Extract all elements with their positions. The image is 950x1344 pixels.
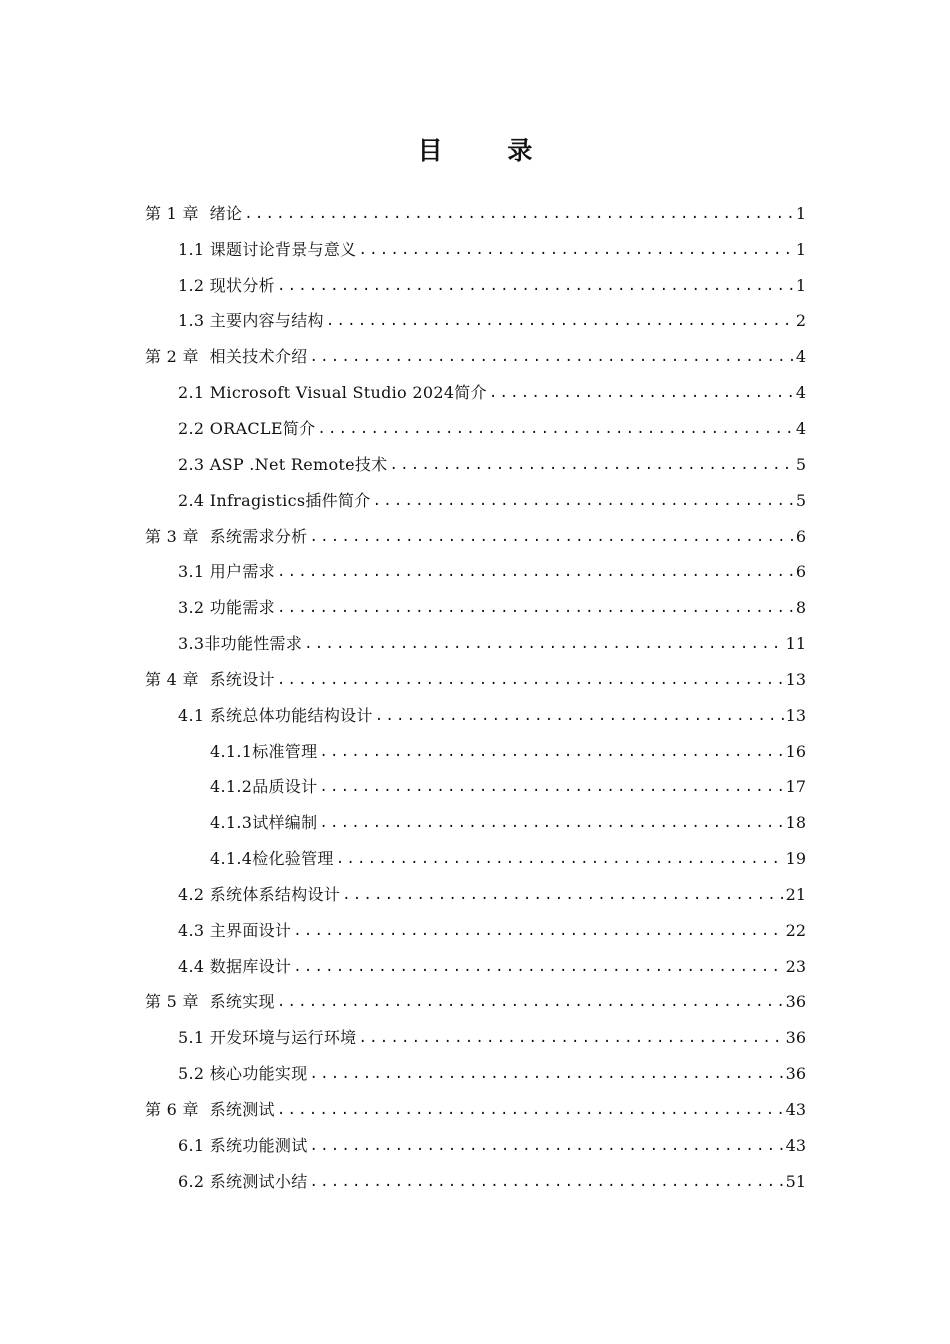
toc-entry-page-number: 43 xyxy=(785,1100,806,1120)
toc-entry-page-number: 36 xyxy=(785,1028,806,1048)
toc-entry-label: 6.2 系统测试小结 xyxy=(178,1171,308,1191)
dot-leader xyxy=(319,742,783,762)
toc-entry-page-number: 13 xyxy=(785,705,806,725)
toc-entry-label: 1.1 课题讨论背景与意义 xyxy=(178,239,357,259)
toc-entry-label: 3.2 功能需求 xyxy=(178,598,275,618)
toc-entry[interactable] xyxy=(0,554,950,590)
dot-leader xyxy=(317,419,793,439)
toc-entry-page-number: 6 xyxy=(795,526,806,546)
toc-entry-label: 第 5 章 系统实现 xyxy=(145,992,275,1012)
toc-entry[interactable] xyxy=(0,805,950,841)
toc-entry[interactable] xyxy=(0,519,950,555)
toc-entry[interactable] xyxy=(0,1164,950,1200)
dot-leader xyxy=(277,670,784,690)
toc-entry-label: 4.1.1标准管理 xyxy=(210,741,318,761)
toc-entry[interactable] xyxy=(0,268,950,304)
dot-leader xyxy=(293,921,783,941)
toc-entry-label: 2.4 Infragistics插件简介 xyxy=(178,490,371,510)
toc-entry-page-number: 21 xyxy=(785,884,806,904)
toc-entry-label: 第 1 章 绪论 xyxy=(145,203,243,223)
toc-entry[interactable] xyxy=(0,590,950,626)
toc-entry[interactable] xyxy=(0,375,950,411)
dot-leader xyxy=(277,598,794,618)
toc-entry-page-number: 4 xyxy=(795,383,806,403)
toc-entry[interactable] xyxy=(0,232,950,268)
dot-leader xyxy=(309,527,793,547)
toc-entry-page-number: 1 xyxy=(795,203,806,223)
toc-title: 目 录 xyxy=(417,136,561,165)
toc-entry-page-number: 8 xyxy=(795,598,806,618)
dot-leader xyxy=(342,885,784,905)
dot-leader xyxy=(277,562,794,582)
toc-entry-page-number: 13 xyxy=(785,669,806,689)
dot-leader xyxy=(277,276,794,296)
toc-entry-page-number: 1 xyxy=(795,275,806,295)
dot-leader xyxy=(358,1028,783,1048)
toc-entry[interactable] xyxy=(0,626,950,662)
toc-entry[interactable] xyxy=(0,411,950,447)
dot-leader xyxy=(310,1172,784,1192)
toc-entry[interactable] xyxy=(0,913,950,949)
dot-leader xyxy=(310,1064,784,1084)
toc-entry-page-number: 51 xyxy=(785,1171,806,1191)
toc-entry[interactable] xyxy=(0,196,950,232)
toc-entry[interactable] xyxy=(0,698,950,734)
toc-entry-page-number: 5 xyxy=(795,454,806,474)
toc-entry-label: 5.2 核心功能实现 xyxy=(178,1064,308,1084)
dot-leader xyxy=(319,813,783,833)
toc-entry-page-number: 16 xyxy=(785,741,806,761)
toc-entry-label: 4.1 系统总体功能结构设计 xyxy=(178,705,373,725)
toc-entry-label: 第 4 章 系统设计 xyxy=(145,669,275,689)
toc-entry[interactable] xyxy=(0,734,950,770)
toc-entry[interactable] xyxy=(0,841,950,877)
toc-entry-label: 第 2 章 相关技术介绍 xyxy=(145,347,308,367)
toc-entry-page-number: 18 xyxy=(785,813,806,833)
toc-entry-page-number: 2 xyxy=(795,311,806,331)
toc-entry-label: 5.1 开发环境与运行环境 xyxy=(178,1028,357,1048)
toc-entry-page-number: 4 xyxy=(795,418,806,438)
dot-leader xyxy=(309,347,793,367)
toc-entry[interactable] xyxy=(0,662,950,698)
toc-entry-label: 4.2 系统体系结构设计 xyxy=(178,884,341,904)
toc-entry[interactable] xyxy=(0,339,950,375)
toc-entry-page-number: 22 xyxy=(785,920,806,940)
dot-leader xyxy=(390,455,794,475)
dot-leader xyxy=(304,634,783,654)
dot-leader xyxy=(358,240,793,260)
toc-entry[interactable] xyxy=(0,877,950,913)
toc-entry-page-number: 23 xyxy=(785,956,806,976)
toc-entry-label: 2.2 ORACLE简介 xyxy=(178,418,316,438)
toc-entry[interactable] xyxy=(0,1056,950,1092)
toc-entry[interactable] xyxy=(0,1092,950,1128)
toc-entry-page-number: 6 xyxy=(795,562,806,582)
toc-entry-page-number: 36 xyxy=(785,1064,806,1084)
toc-entry-page-number: 4 xyxy=(795,347,806,367)
toc-entry-label: 2.3 ASP .Net Remote技术 xyxy=(178,454,388,474)
toc-entry[interactable] xyxy=(0,304,950,340)
toc-entry-page-number: 1 xyxy=(795,239,806,259)
dot-leader xyxy=(310,1136,784,1156)
toc-entry-label: 2.1 Microsoft Visual Studio 2024简介 xyxy=(178,383,487,403)
dot-leader xyxy=(336,849,784,869)
toc-entry-page-number: 36 xyxy=(785,992,806,1012)
toc-entry-label: 1.3 主要内容与结构 xyxy=(178,311,324,331)
dot-leader xyxy=(244,204,794,224)
toc-entry[interactable] xyxy=(0,770,950,806)
toc-entry-page-number: 19 xyxy=(785,849,806,869)
toc-entry-label: 4.3 主界面设计 xyxy=(178,920,292,940)
toc-entry-label: 第 3 章 系统需求分析 xyxy=(145,526,308,546)
dot-leader xyxy=(489,383,794,403)
toc-entry-label: 4.1.3试样编制 xyxy=(210,813,318,833)
dot-leader xyxy=(277,1100,784,1120)
toc-entry-label: 6.1 系统功能测试 xyxy=(178,1135,308,1155)
toc-entry[interactable] xyxy=(0,949,950,985)
toc-entry-label: 4.1.4检化验管理 xyxy=(210,849,334,869)
toc-entry-page-number: 43 xyxy=(785,1135,806,1155)
toc-entry[interactable] xyxy=(0,1020,950,1056)
toc-entry-label: 3.3非功能性需求 xyxy=(178,634,303,654)
toc-entry-label: 4.4 数据库设计 xyxy=(178,956,292,976)
toc-entry-page-number: 11 xyxy=(785,634,806,654)
toc-entry-label: 4.1.2品质设计 xyxy=(210,777,318,797)
toc-entry[interactable] xyxy=(0,985,950,1021)
dot-leader xyxy=(319,777,783,797)
toc-entry[interactable] xyxy=(0,1128,950,1164)
dot-leader xyxy=(293,957,783,977)
dot-leader xyxy=(326,311,794,331)
dot-leader xyxy=(373,491,794,511)
toc-list xyxy=(0,196,950,1200)
toc-entry-label: 第 6 章 系统测试 xyxy=(145,1100,275,1120)
toc-entry[interactable] xyxy=(0,483,950,519)
toc-entry[interactable] xyxy=(0,447,950,483)
toc-entry-page-number: 5 xyxy=(795,490,806,510)
toc-entry-page-number: 17 xyxy=(785,777,806,797)
dot-leader xyxy=(277,992,784,1012)
dot-leader xyxy=(375,706,784,726)
toc-entry-label: 3.1 用户需求 xyxy=(178,562,275,582)
toc-entry-label: 1.2 现状分析 xyxy=(178,275,275,295)
